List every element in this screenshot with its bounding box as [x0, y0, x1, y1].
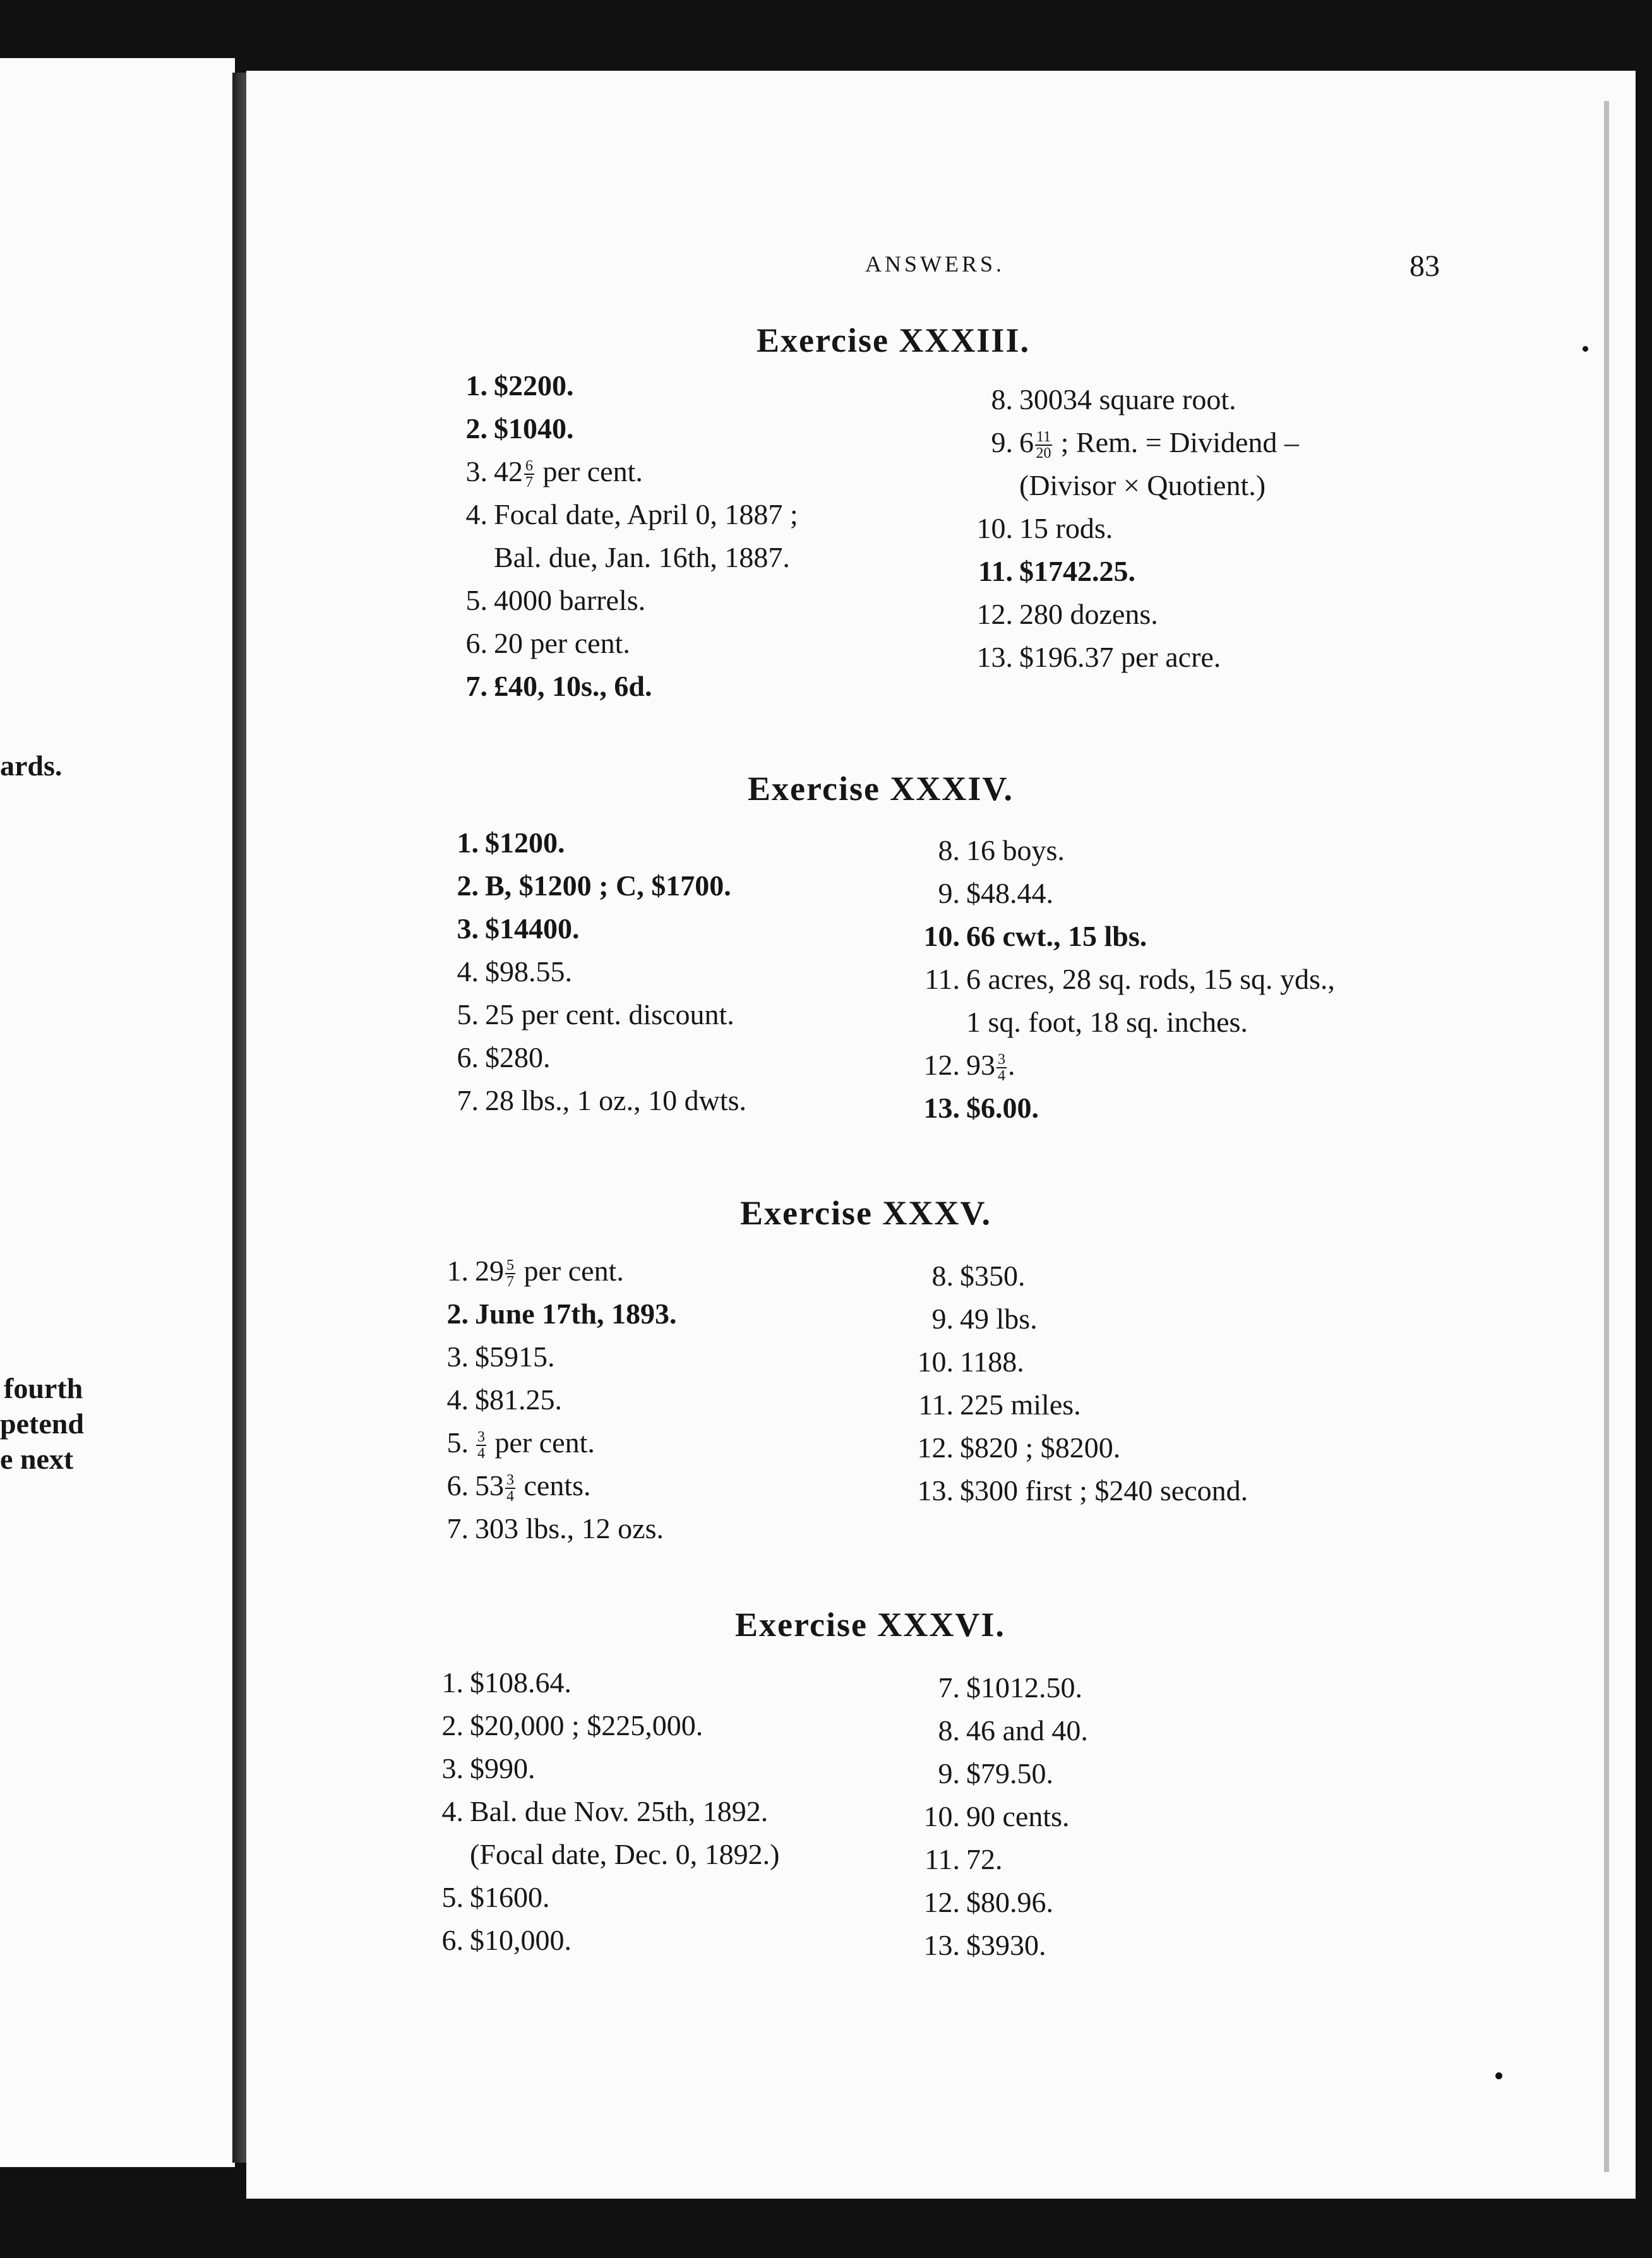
answer-item [967, 600, 1158, 629]
answer-item [418, 1711, 703, 1740]
answer-number: 11. [918, 1389, 954, 1421]
answer-item [433, 1000, 734, 1029]
answer-number: 1. [465, 369, 488, 402]
answer-item [442, 672, 652, 701]
answer-number: 1. [446, 1255, 469, 1287]
answer-text: 28 lbs., 1 oz., 10 dwts. [485, 1084, 746, 1116]
answer-number: 6. [446, 1469, 469, 1502]
left-page-fragment: fourth [4, 1372, 83, 1404]
answer-number: 2. [441, 1709, 464, 1741]
fraction-denominator: 7 [506, 1274, 514, 1291]
left-page-fragment: petend [0, 1407, 84, 1440]
answer-text: 6 acres, 28 sq. rods, 15 sq. yds., [966, 963, 1335, 995]
fraction [476, 1430, 486, 1461]
answer-item [433, 1086, 746, 1115]
answer-text: 280 dozens. [1019, 598, 1158, 630]
fraction-numerator: 6 [525, 458, 533, 475]
answer-item [967, 471, 1266, 500]
answer-number: 1. [441, 1666, 464, 1699]
answer-item [418, 1754, 536, 1783]
answer-number: 4. [446, 1383, 469, 1416]
answer-number: 4. [465, 498, 488, 530]
answer-item [423, 1428, 595, 1461]
answer-item [433, 914, 580, 943]
answer-number: 3. [446, 1341, 469, 1373]
fraction [505, 1258, 515, 1289]
answer-item [914, 1094, 1039, 1123]
answer-text: 90 cents. [966, 1800, 1070, 1832]
page-number: 83 [1410, 249, 1440, 283]
answer-text: $81.25. [475, 1383, 562, 1416]
answer-text: $\frac{3}{4}$ per cent. [477, 1426, 595, 1462]
fraction [1035, 429, 1052, 461]
exercise-title: Exercise XXXIII. [757, 321, 1030, 359]
answer-number: 5. [465, 584, 488, 616]
answer-text: $79.50. [966, 1757, 1053, 1789]
answer-text: $1600. [470, 1881, 550, 1913]
answer-text: $20,000 ; $225,000. [470, 1709, 703, 1741]
answer-number: 4. [441, 1795, 464, 1827]
answer-number: 11. [978, 555, 1013, 587]
answer-item [967, 385, 1236, 414]
answer-text: $98.55. [485, 955, 572, 988]
fraction-numerator: 3 [506, 1472, 514, 1489]
answer-text: 6 $\frac{11}{20}$ ; Rem. = Dividend – [1019, 426, 1299, 462]
page-edge [1604, 101, 1609, 2172]
answer-text: $1012.50. [966, 1671, 1082, 1704]
answer-item [967, 514, 1113, 543]
answer-text: B, $1200 ; C, $1700. [485, 869, 731, 902]
answer-text: $48.44. [966, 877, 1053, 909]
answer-text: $6.00. [966, 1092, 1039, 1124]
answer-text: $2200. [494, 369, 574, 402]
answer-text: Focal date, April 0, 1887 ; [494, 498, 798, 530]
answer-number: 12. [923, 1886, 960, 1918]
answer-number: 12. [976, 598, 1013, 630]
answer-text: $300 first ; $240 second. [960, 1474, 1248, 1507]
answer-item [418, 1840, 780, 1869]
answer-item [908, 1305, 1038, 1334]
answer-number: 12. [917, 1431, 954, 1464]
answer-text: $1040. [494, 412, 574, 445]
exercise-title: Exercise XXXIV. [748, 770, 1014, 808]
fraction-denominator: 20 [1036, 445, 1051, 462]
answer-item [418, 1883, 550, 1912]
answer-text: 303 lbs., 12 ozs. [475, 1512, 664, 1544]
answer-number: 9. [931, 1303, 954, 1335]
answer-text: $820 ; $8200. [960, 1431, 1121, 1464]
answer-item [442, 371, 574, 400]
answer-item [423, 1514, 664, 1543]
answer-number: 9. [938, 1757, 960, 1789]
answer-text: 53 $\frac{3}{4}$ cents. [475, 1469, 591, 1505]
answer-item [914, 879, 1053, 908]
answer-number: 2. [446, 1298, 469, 1330]
answer-text: 20 per cent. [494, 627, 630, 659]
answer-text: Bal. due, Jan. 16th, 1887. [494, 541, 790, 573]
answer-number: 7. [465, 670, 488, 702]
answer-text: $5915. [475, 1341, 555, 1373]
answer-text: 93 $\frac{3}{4}$ . [966, 1049, 1015, 1085]
answer-number: 13. [923, 1092, 960, 1124]
answer-text: 25 per cent. discount. [485, 998, 734, 1030]
answer-item [418, 1926, 572, 1955]
answer-text: Bal. due Nov. 25th, 1892. [470, 1795, 769, 1827]
answer-text: $108.64. [470, 1666, 572, 1699]
answer-text: 66 cwt., 15 lbs. [966, 920, 1147, 952]
exercise-title: Exercise XXXV. [740, 1194, 991, 1232]
answer-item [442, 457, 643, 490]
answer-item [914, 1008, 1248, 1037]
fraction-denominator: 4 [477, 1445, 485, 1462]
answer-item [418, 1797, 768, 1826]
answer-text: $990. [470, 1752, 536, 1784]
answer-number: 10. [923, 920, 960, 952]
answer-item [908, 1347, 1024, 1377]
answer-number: 3. [457, 912, 479, 945]
answer-text: 30034 square root. [1019, 383, 1236, 415]
left-page-edge [0, 58, 235, 2167]
fraction [997, 1052, 1007, 1084]
answer-item [914, 1845, 1003, 1874]
answer-item [433, 957, 572, 986]
answer-number: 8. [938, 1714, 960, 1747]
answer-item [908, 1390, 1081, 1419]
answer-item [423, 1299, 676, 1329]
answer-item [914, 965, 1335, 994]
answer-text: $10,000. [470, 1924, 572, 1956]
fraction-numerator: 3 [477, 1429, 485, 1446]
answer-text: 42 $\frac{6}{7}$ per cent. [494, 455, 643, 491]
answer-item [908, 1262, 1026, 1291]
answer-number: 4. [457, 955, 479, 988]
left-page-fragment: e next [0, 1443, 74, 1475]
answer-number: 13. [917, 1474, 954, 1507]
answer-number: 7. [446, 1512, 469, 1544]
answer-text: $1200. [485, 827, 565, 859]
answer-number: 10. [917, 1346, 954, 1378]
answer-item [967, 428, 1299, 461]
answer-item [442, 543, 790, 572]
answer-number: 12. [923, 1049, 960, 1081]
answer-item [442, 586, 645, 615]
answer-item [908, 1433, 1120, 1462]
answer-item [914, 1051, 1015, 1084]
answer-number: 8. [991, 383, 1013, 415]
answer-number: 9. [938, 877, 960, 909]
answer-item [908, 1476, 1248, 1505]
answer-number: 7. [938, 1671, 960, 1704]
speck [1495, 2072, 1502, 2079]
answer-item [914, 1931, 1046, 1960]
answer-number: 5. [441, 1881, 464, 1913]
answer-item [914, 1673, 1082, 1702]
answer-text: $196.37 per acre. [1019, 641, 1221, 673]
answer-item [442, 414, 574, 443]
answer-text: 16 boys. [966, 834, 1065, 866]
answer-item [442, 629, 630, 658]
left-page-fragment: ards. [0, 750, 63, 782]
answer-number: 10. [976, 512, 1013, 544]
answer-number: 10. [923, 1800, 960, 1832]
answer-number: 9. [991, 426, 1013, 458]
fraction-numerator: 5 [506, 1257, 514, 1274]
answer-number: 6. [457, 1041, 479, 1073]
answer-number: 7. [457, 1084, 479, 1116]
answer-item [967, 557, 1135, 586]
answer-text: 72. [966, 1843, 1003, 1875]
answer-text: (Divisor × Quotient.) [1019, 469, 1266, 501]
answer-text: 225 miles. [960, 1389, 1081, 1421]
fraction-denominator: 4 [998, 1068, 1005, 1085]
answer-item [914, 836, 1065, 865]
answer-text: £40, 10s., 6d. [494, 670, 652, 702]
answer-text: (Focal date, Dec. 0, 1892.) [470, 1838, 780, 1870]
fraction-denominator: 4 [506, 1488, 514, 1505]
answer-item [423, 1342, 555, 1371]
answer-text: 15 rods. [1019, 512, 1113, 544]
answer-item [442, 500, 798, 529]
answer-text: 4000 barrels. [494, 584, 646, 616]
answer-number: 13. [923, 1929, 960, 1961]
answer-number: 5. [446, 1426, 469, 1459]
answer-item [967, 643, 1221, 672]
answer-number: 6. [465, 627, 488, 659]
answer-text: 49 lbs. [960, 1303, 1038, 1335]
fraction-denominator: 7 [525, 474, 533, 491]
answer-item [914, 1759, 1053, 1788]
answer-item [423, 1471, 591, 1504]
answer-text: 1188. [960, 1346, 1024, 1378]
running-header: ANSWERS. [865, 251, 1005, 277]
answer-number: 3. [465, 455, 488, 487]
answer-text: $14400. [485, 912, 580, 945]
answer-item [418, 1668, 572, 1697]
fraction-numerator: 11 [1036, 429, 1051, 446]
answer-number: 2. [457, 869, 479, 902]
answer-number: 3. [441, 1752, 464, 1784]
answer-item [914, 1888, 1053, 1917]
exercise-title: Exercise XXXVI. [735, 1606, 1005, 1644]
answer-number: 8. [931, 1260, 954, 1292]
answer-text: 46 and 40. [966, 1714, 1088, 1747]
answer-text: $1742.25. [1019, 555, 1135, 587]
answer-item [433, 1043, 551, 1072]
answer-number: 1. [457, 827, 479, 859]
answer-number: 11. [925, 963, 960, 995]
answer-number: 13. [976, 641, 1013, 673]
fraction [505, 1472, 515, 1504]
answer-number: 6. [441, 1924, 464, 1956]
answer-text: $80.96. [966, 1886, 1053, 1918]
answer-number: 11. [925, 1843, 960, 1875]
answer-text: 1 sq. foot, 18 sq. inches. [966, 1006, 1248, 1038]
answer-text: $350. [960, 1260, 1026, 1292]
answer-item [914, 1802, 1070, 1831]
answer-text: June 17th, 1893. [475, 1298, 677, 1330]
answer-item [914, 922, 1147, 951]
answer-text: $3930. [966, 1929, 1046, 1961]
answer-text: $280. [485, 1041, 551, 1073]
speck [1583, 346, 1588, 352]
answer-number: 5. [457, 998, 479, 1030]
answer-item [423, 1385, 562, 1414]
fraction-numerator: 3 [998, 1051, 1005, 1068]
answer-number: 2. [465, 412, 488, 445]
answer-text: 29 $\frac{5}{7}$ per cent. [475, 1255, 624, 1291]
answer-number: 8. [938, 834, 960, 866]
fraction [524, 458, 534, 490]
answer-item [914, 1716, 1088, 1745]
answer-item [433, 828, 565, 857]
answer-item [433, 871, 731, 900]
answer-item [423, 1257, 624, 1289]
